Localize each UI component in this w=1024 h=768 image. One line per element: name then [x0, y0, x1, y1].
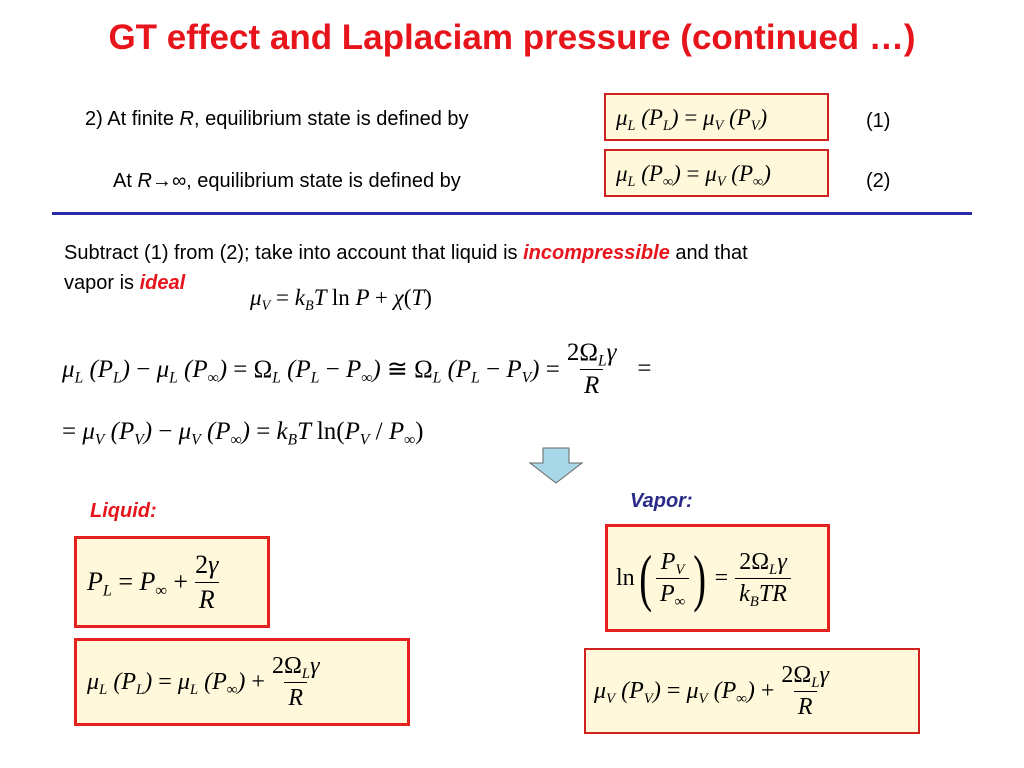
slide-title: GT effect and Laplaciam pressure (continued …)	[108, 18, 916, 57]
line2-pre: At	[113, 170, 138, 192]
liquid-label: Liquid:	[90, 500, 157, 522]
liquid-potential-box: $\mu_L$ $(P_L) = \mu_L$ $(P_\infty)$ + $\frac{2\Omega_L\gamma}{R}$	[74, 638, 410, 726]
liquid-pressure-box: $P_L = P_\infty$ + $\frac{2\gamma}{R}$	[74, 536, 270, 628]
paragraph-line2	[64, 272, 185, 295]
line1-var: R	[179, 108, 194, 130]
equation-2-box: $\mu_L$ $(P_\infty) = \mu_V$ $(P_\infty)$	[604, 149, 829, 197]
eq1-number: (1)	[866, 110, 891, 132]
line2-var: R→∞	[137, 170, 187, 192]
para-part1: Subtract (1) from (2); take into account that liquid is	[64, 242, 524, 264]
paragraph-line1	[64, 242, 748, 265]
line2-post: , equilibrium state is defined by	[186, 170, 461, 192]
long-equation-line2: = $\mu_V$ $(P_V) - \mu_V$ $(P_\infty) = k_BT$ $\ln(P_V / P_\infty)$	[62, 418, 424, 449]
ideal-gas-equation: $\mu_V = k_BT$ ln P + χ(T)	[250, 285, 432, 314]
down-arrow-icon	[528, 447, 584, 485]
para-part3: vapor is	[64, 272, 140, 294]
vapor-log-box: ln ( $\frac{P_V}{P_\infty}$ ) = $\frac{2\Omega_L\gamma}{k_BTR}$	[605, 524, 830, 632]
ideal-word: ideal	[139, 272, 186, 294]
incompressible-word: incompressible	[523, 242, 670, 264]
long-equation-line1: $\mu_L$ $(P_L) - \mu_L$ $(P_\infty) = \Omega_L$ $(P_L - P_\infty)$ ≅ $\Omega_L$ $(P_L - P_V)$ = $\frac{2\Omega_L\gamma}{R}$ =	[62, 338, 652, 399]
line1-post: , equilibrium state is defined by	[193, 108, 469, 130]
para-part2: and that	[669, 242, 748, 264]
line2-text	[113, 170, 461, 193]
equation-1-box: $\mu_L$ $(P_L) = \mu_V$ $(P_V)$	[604, 93, 829, 141]
vapor-label: Vapor:	[630, 490, 693, 512]
divider-line	[52, 212, 972, 215]
eq2-number: (2)	[866, 170, 891, 192]
line1-text	[85, 108, 469, 131]
vapor-potential-box: $\mu_V$ $(P_V) = \mu_V$ $(P_\infty)$ + $\frac{2\Omega_L\gamma}{R}$	[584, 648, 920, 734]
line1-pre: 2) At finite	[85, 108, 180, 130]
